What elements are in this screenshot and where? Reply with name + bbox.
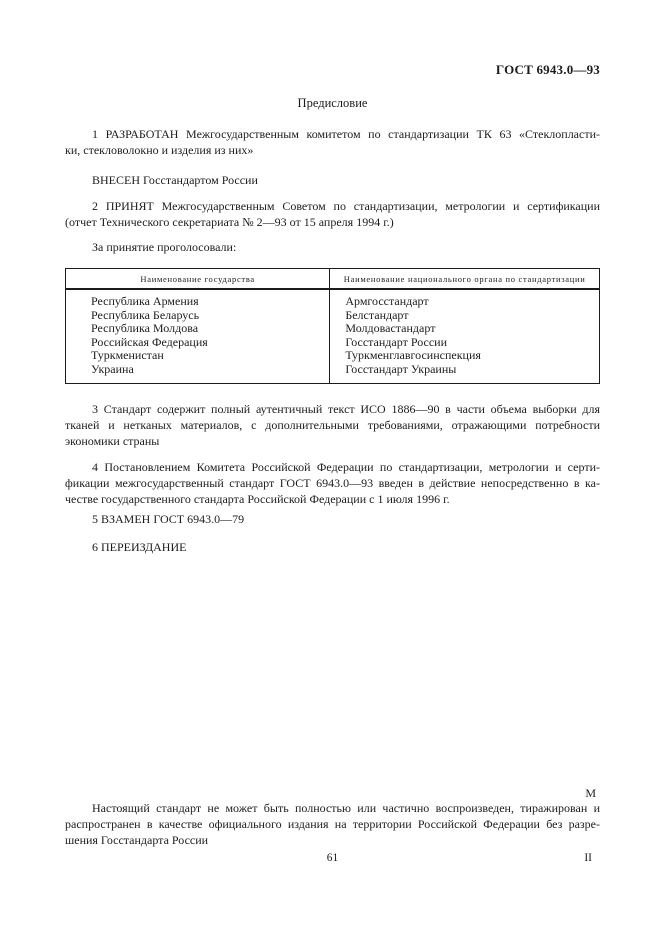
paragraph-5: [65, 511, 600, 527]
doc-code: ГОСТ 6943.0—93: [495, 62, 600, 77]
paragraph-vote-line: За принятие проголосовали:: [92, 240, 237, 254]
paragraph-2-line: (отчет Технического секретариата № 2—93 от 15 апреля 1994 г.): [65, 215, 394, 229]
page-number: 61: [326, 852, 339, 864]
cell-agency: Белстандарт: [345, 307, 409, 322]
table-header-row: [66, 269, 600, 290]
paragraph-3: [65, 401, 600, 449]
paragraph-4-line: фикации межгосударственный стандарт ГОСТ 6943.0—93 введен в действие непосредственно в ка-: [65, 476, 600, 490]
paragraph-6: [65, 539, 600, 555]
paragraph-1: [65, 126, 600, 158]
paragraph-vnesen: [65, 172, 600, 188]
cell-country: Украина: [66, 363, 330, 384]
sheet-mark-bottom: II: [584, 852, 592, 864]
paragraph-3-line: 3 Стандарт содержит полный аутентичный текст ИСО 1886—90 в части объема выборки для: [92, 402, 600, 416]
voting-table-body: [66, 289, 600, 384]
paragraph-4-line: честве государственного стандарта Российской Федерации с 1 июля 1996 г.: [65, 492, 450, 506]
table-header-agency: Наименование национального органа по стандартизации: [330, 269, 600, 290]
cell-agency: Молдовастандарт: [345, 321, 436, 335]
footer: [65, 786, 600, 866]
table-row: [66, 363, 600, 384]
paragraph-vote: [65, 239, 600, 255]
paragraph-4-line: 4 Постановлением Комитета Российской Федерации по стандартизации, метрологии и серти-: [92, 460, 600, 474]
table-row: [66, 336, 600, 350]
paragraph-6-line: 6 ПЕРЕИЗДАНИЕ: [92, 540, 187, 554]
footer-copyright-line: шения Госстандарта России: [65, 833, 209, 847]
voting-table-head: [66, 269, 600, 290]
cell-agency: Госстандарт Украины: [345, 361, 457, 376]
voting-table: [65, 268, 600, 384]
page-footer-row: [65, 851, 600, 866]
sheet-mark-top: М: [585, 786, 596, 800]
paragraph-3-line: тканей и нетканых материалов, с дополнительными требованиями, отражающими потребности: [65, 418, 600, 432]
cell-agency: Туркменглавгосинспекция: [345, 348, 481, 362]
paragraph-1-line: 1 РАЗРАБОТАН Межгосударственным комитетом по стандартизации ТК 63 «Стеклопласти-: [92, 127, 600, 141]
paragraph-5-line: 5 ВЗАМЕН ГОСТ 6943.0—79: [92, 512, 245, 526]
table-row: [66, 289, 600, 309]
footer-copyright-line: Настоящий стандарт не может быть полностью или частично воспроизведен, тиражирован и: [92, 801, 600, 815]
paragraph-2-line: 2 ПРИНЯТ Межгосударственным Советом по стандартизации, метрологии и сертификации: [92, 199, 600, 213]
cell-country: Туркменистан: [66, 349, 330, 363]
cell-country: Республика Беларусь: [66, 309, 330, 323]
table-header-country: Наименование государства: [66, 269, 330, 290]
footer-copyright: [65, 800, 600, 848]
table-row: [66, 322, 600, 336]
table-row: [66, 309, 600, 323]
cell-country: Российская Федерация: [66, 336, 330, 350]
table-row: [66, 349, 600, 363]
paragraph-2: [65, 198, 600, 230]
paragraph-3-line: экономики страны: [65, 434, 160, 448]
paragraph-4: [65, 459, 600, 507]
cell-agency: Армгосстандарт: [345, 294, 429, 308]
cell-country: Республика Молдова: [66, 322, 330, 336]
footer-copyright-line: распространен в качестве официального издания на территории Российской Федерации без разре-: [65, 817, 600, 831]
page-title: Предисловие: [297, 96, 368, 110]
paragraph-1-line: ки, стекловолокно и изделия из них»: [65, 143, 254, 157]
paragraph-vnesen-line: ВНЕСЕН Госстандартом России: [92, 173, 258, 187]
cell-agency: Госстандарт России: [345, 334, 447, 349]
cell-country: Республика Армения: [66, 289, 330, 309]
